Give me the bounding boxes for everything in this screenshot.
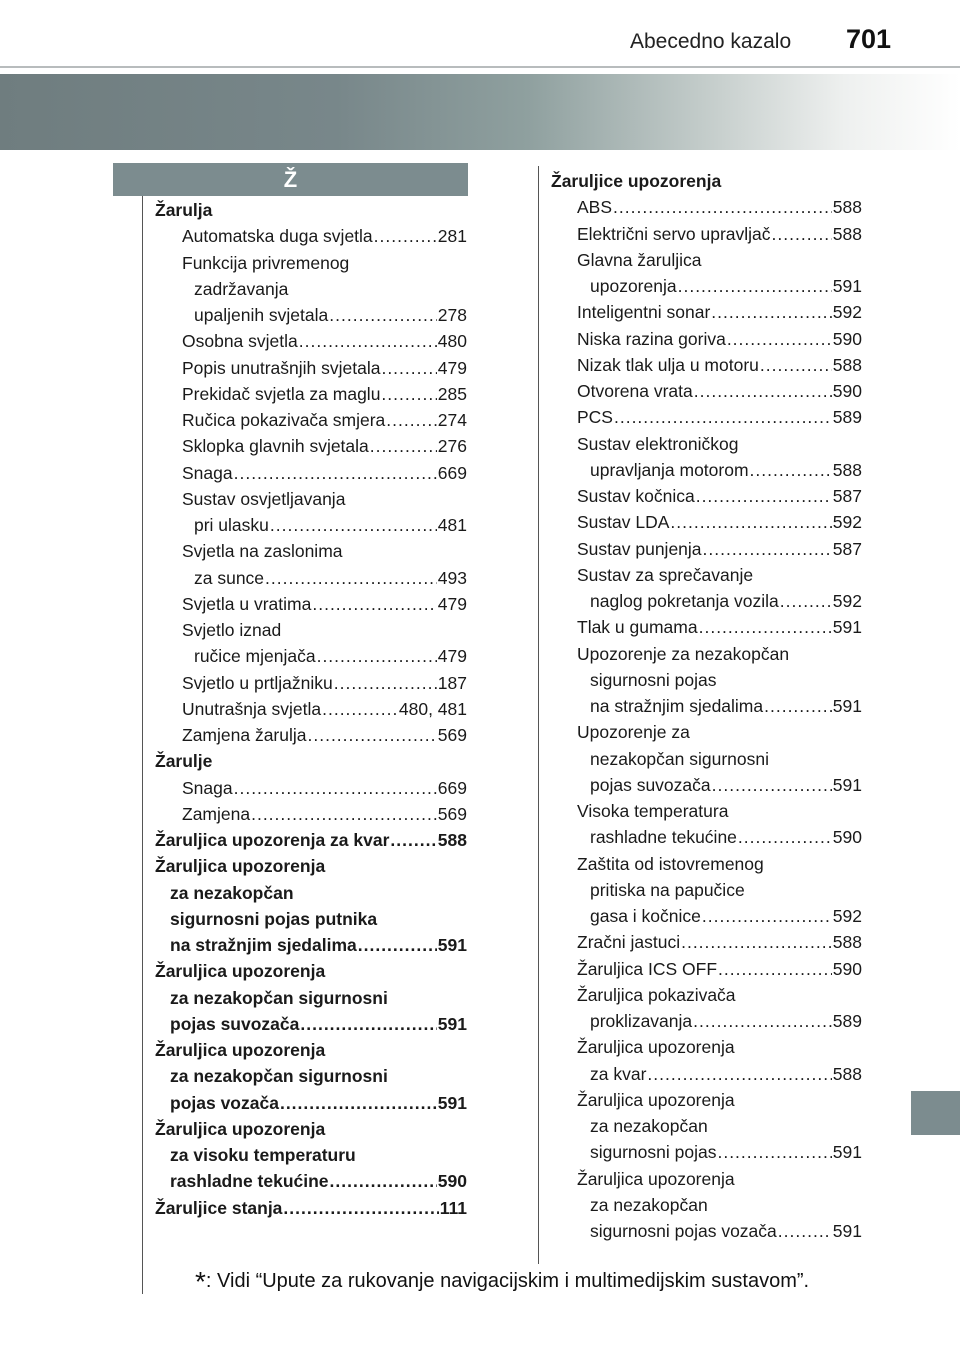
entry-text: Žaruljica upozorenja za kvar <box>155 830 390 850</box>
entry-page-number: 669 <box>437 462 467 483</box>
index-entry <box>170 988 388 1008</box>
leader-dots <box>283 1198 438 1218</box>
entry-text: rashladne tekućine <box>170 1171 329 1192</box>
leader-dots <box>699 617 832 637</box>
entry-page-number: 588 <box>832 354 862 375</box>
entry-text: Sustav LDA <box>577 512 670 533</box>
entry-text: Svjetla u vratima <box>182 593 312 614</box>
index-entry <box>590 1011 862 1031</box>
entry-text: Sustav za sprečavanje <box>577 564 754 585</box>
entry-text: Žaruljice upozorenja <box>551 171 722 191</box>
index-entry <box>182 804 467 824</box>
index-entry <box>155 200 212 220</box>
index-entry <box>182 358 467 378</box>
index-entry <box>577 985 736 1005</box>
entry-text: gasa i kočnice <box>590 906 701 926</box>
entry-page-number: 669 <box>437 777 467 798</box>
index-entry <box>577 355 862 375</box>
index-entry <box>155 1040 325 1060</box>
index-entry <box>182 673 467 693</box>
entry-text: Električni servo upravljač <box>577 223 771 244</box>
index-entry <box>577 539 862 559</box>
entry-page-number: 587 <box>832 486 862 506</box>
index-entry <box>182 384 467 404</box>
entry-text: Sustav kočnica <box>577 486 695 506</box>
leader-dots <box>703 539 832 559</box>
entry-text: pojas suvozača <box>170 1013 300 1034</box>
leader-dots <box>330 1171 437 1191</box>
entry-page-number: 591 <box>832 1221 862 1241</box>
leader-dots <box>308 725 437 745</box>
entry-text: Žaruljica upozorenja <box>155 1118 326 1139</box>
leader-dots <box>390 830 436 850</box>
entry-page-number: 587 <box>832 538 862 559</box>
entry-text: Žaruljica upozorenja <box>577 1168 735 1189</box>
entry-text: upozorenja <box>590 276 677 296</box>
entry-text: za visoku temperaturu <box>170 1145 356 1165</box>
leader-dots <box>381 384 436 404</box>
index-entry <box>577 224 862 244</box>
entry-page-number: 592 <box>832 591 862 611</box>
leader-dots <box>358 935 437 955</box>
index-entry <box>155 1119 325 1139</box>
entry-text: Svjetlo iznad <box>182 620 282 640</box>
leader-dots <box>234 778 437 798</box>
entry-text: rashladne tekućine <box>590 827 737 848</box>
entry-page-number: 590 <box>832 827 862 848</box>
entry-page-number: 278 <box>437 305 467 325</box>
entry-text: Žaruljica upozorenja <box>155 1040 326 1060</box>
index-entry <box>577 801 728 821</box>
entry-text: upaljenih svjetala <box>194 305 329 325</box>
entry-text: Žaruljica upozorenja <box>155 961 326 982</box>
index-entry <box>590 591 862 611</box>
entry-page-number: 591 <box>437 1092 467 1113</box>
entry-page-number: 588 <box>832 932 862 953</box>
entry-page-number: 569 <box>437 725 467 745</box>
entry-text: ABS <box>577 197 613 218</box>
index-entry <box>577 512 862 532</box>
entry-page-number: 588 <box>832 459 862 480</box>
entry-text: Otvorena vrata <box>577 381 693 401</box>
leader-dots <box>374 226 437 246</box>
index-entry <box>194 568 467 588</box>
entry-text: za nezakopčan <box>590 1116 708 1136</box>
index-entry <box>155 961 325 981</box>
index-entry <box>590 670 716 690</box>
index-entry <box>170 1145 356 1165</box>
entry-text: za nezakopčan sigurnosni <box>170 1066 388 1087</box>
index-entry <box>182 725 467 745</box>
index-entry <box>590 1064 862 1084</box>
entry-page-number: 590 <box>832 381 862 401</box>
entry-text: pojas suvozača <box>590 774 711 795</box>
index-entry <box>577 932 862 952</box>
entry-text: za nezakopčan <box>590 1194 708 1215</box>
left-column-rule <box>142 196 143 1294</box>
index-entry <box>170 1171 467 1191</box>
entry-text: Zamjena <box>182 803 251 824</box>
leader-dots <box>265 568 437 588</box>
entry-text: Žaruljica upozorenja <box>577 1037 735 1058</box>
entry-text: Zračni jastuci <box>577 932 681 953</box>
entry-page-number: 481 <box>437 515 467 535</box>
entry-text: Prekidač svjetla za maglu <box>182 383 381 404</box>
index-entry <box>182 620 281 640</box>
entry-page-number: 590 <box>832 328 862 349</box>
index-entry <box>590 775 862 795</box>
index-entry <box>577 1037 735 1057</box>
entry-text: Sustav punjenja <box>577 538 702 559</box>
entry-text: Svjetlo u prtljažniku <box>182 672 333 693</box>
entry-text: Žarulja <box>155 200 213 220</box>
leader-dots <box>702 906 832 926</box>
entry-text: sigurnosni pojas putnika <box>170 908 378 929</box>
index-entry <box>577 486 862 506</box>
index-entry <box>590 460 862 480</box>
index-entry <box>182 594 467 614</box>
index-entry <box>577 329 862 349</box>
entry-text: Žaruljica upozorenja <box>155 856 326 877</box>
entry-page-number: 591 <box>437 935 467 955</box>
leader-dots <box>718 959 832 979</box>
index-entry <box>577 959 862 979</box>
entry-page-number: 588 <box>832 223 862 244</box>
leader-dots <box>780 591 832 611</box>
index-entry <box>182 699 467 719</box>
index-entry <box>182 331 467 351</box>
index-entry <box>577 302 862 322</box>
index-entry <box>170 1066 388 1086</box>
section-letter-bar: Ž <box>113 163 468 196</box>
index-entry <box>194 305 467 325</box>
entry-text: Nizak tlak ulja u motoru <box>577 354 759 375</box>
index-entry <box>551 171 721 191</box>
index-entry <box>182 463 467 483</box>
entry-text: proklizavanja <box>590 1011 693 1031</box>
entry-text: Automatska duga svjetla <box>182 226 373 247</box>
page-number: 701 <box>846 24 892 54</box>
entry-text: za sunce <box>194 567 265 588</box>
leader-dots <box>738 827 832 847</box>
entry-text: sigurnosni pojas vozača <box>590 1221 777 1241</box>
entry-page-number: 479 <box>437 646 467 667</box>
leader-dots <box>386 410 437 430</box>
entry-page-number: 591 <box>437 1013 467 1034</box>
entry-text: upravljanja motorom <box>590 459 749 480</box>
index-entry <box>577 407 862 427</box>
index-entry <box>194 279 288 299</box>
leader-dots <box>381 358 436 378</box>
entry-page-number: 592 <box>832 302 862 323</box>
footnote-text: : Vidi “Upute za rukovanje navigacijskim i multimedijskim sustavom”. <box>205 1270 810 1292</box>
leader-dots <box>370 436 437 456</box>
leader-dots <box>280 1093 437 1113</box>
entry-text: sigurnosni pojas <box>590 669 717 690</box>
entry-text: Tlak u gumama <box>577 617 698 638</box>
leader-dots <box>613 197 832 217</box>
entry-page-number: 187 <box>437 672 467 693</box>
index-entry <box>170 1014 467 1034</box>
leader-dots <box>696 486 832 506</box>
leader-dots <box>614 407 832 427</box>
index-entry <box>590 827 862 847</box>
leader-dots <box>760 355 832 375</box>
entry-text: na stražnjim sjedalima <box>590 696 764 716</box>
index-entry <box>577 197 862 217</box>
index-entry <box>577 854 764 874</box>
entry-page-number: 281 <box>437 226 467 247</box>
entry-text: Funkcija privremenog <box>182 252 350 273</box>
entry-text: Snaga <box>182 777 233 798</box>
entry-page-number: 591 <box>832 276 862 296</box>
entry-text: Unutrašnja svjetla <box>182 698 322 719</box>
entry-text: za nezakopčan <box>170 882 294 903</box>
entry-text: pojas vozača <box>170 1092 279 1113</box>
leader-dots <box>670 512 831 532</box>
index-entry <box>155 856 325 876</box>
index-entry <box>577 381 862 401</box>
leader-dots <box>717 1142 831 1162</box>
entry-page-number: 493 <box>437 567 467 588</box>
entry-page-number: 588 <box>832 1063 862 1084</box>
entry-text: Glavna žaruljica <box>577 249 702 270</box>
entry-text: Niska razina goriva <box>577 328 726 349</box>
entry-text: Visoka temperatura <box>577 801 729 821</box>
entry-text: Sklopka glavnih svjetala <box>182 436 369 457</box>
entry-page-number: 591 <box>832 774 862 795</box>
index-entry <box>577 1090 735 1110</box>
index-entry <box>155 751 212 771</box>
entry-page-number: 592 <box>832 906 862 926</box>
entry-page-number: 274 <box>437 410 467 430</box>
entry-page-number: 591 <box>832 617 862 638</box>
leader-dots <box>322 699 398 719</box>
entry-text: Žarulje <box>155 751 213 772</box>
entry-text: Žaruljica upozorenja <box>577 1089 735 1110</box>
entry-page-number: 479 <box>437 593 467 614</box>
index-entry <box>590 1142 862 1162</box>
entry-page-number: 480 <box>437 331 467 352</box>
index-entry <box>194 646 467 666</box>
leader-dots <box>251 804 437 824</box>
entry-text: sigurnosni pojas <box>590 1142 717 1163</box>
index-entry <box>577 1169 735 1189</box>
entry-text: Upozorenje za <box>577 722 690 743</box>
footnote-marker: * <box>195 1266 206 1297</box>
chapter-side-tab <box>911 1091 960 1135</box>
leader-dots <box>778 1221 832 1241</box>
entry-text: pritiska na papučice <box>590 879 745 900</box>
index-entry <box>182 226 467 246</box>
entry-page-number: 590 <box>437 1171 467 1192</box>
index-entry <box>577 565 753 585</box>
entry-text: na stražnjim sjedalima <box>170 935 357 955</box>
index-entry <box>577 617 862 637</box>
leader-dots <box>772 224 832 244</box>
entry-text: ručice mjenjača <box>194 646 316 667</box>
leader-dots <box>270 515 437 535</box>
entry-text: Zamjena žarulja <box>182 725 307 745</box>
index-entry <box>170 883 294 903</box>
index-entry <box>170 1093 467 1113</box>
entry-text: Snaga <box>182 462 233 483</box>
leader-dots <box>312 594 436 614</box>
footnote <box>195 1262 810 1297</box>
entry-page-number: 589 <box>832 407 862 428</box>
entry-text: Upozorenje za nezakopčan <box>577 643 790 664</box>
index-entry <box>577 644 789 664</box>
entry-text: za nezakopčan sigurnosni <box>170 987 388 1008</box>
entry-text: Ručica pokazivača smjera <box>182 410 386 430</box>
index-entry <box>590 696 862 716</box>
leader-dots <box>317 646 437 666</box>
leader-dots <box>234 463 437 483</box>
entry-page-number: 591 <box>832 1142 862 1163</box>
entry-text: za kvar <box>590 1063 647 1084</box>
leader-dots <box>300 1014 436 1034</box>
entry-page-number: 480, 481 <box>398 698 467 719</box>
index-entry <box>577 250 702 270</box>
leader-dots <box>694 381 832 401</box>
index-entry <box>170 935 467 955</box>
index-entry <box>577 434 738 454</box>
entry-text: Osobna svjetla <box>182 331 298 352</box>
index-entry <box>182 436 467 456</box>
entry-text: PCS <box>577 407 613 428</box>
leader-dots <box>647 1064 831 1084</box>
leader-dots <box>750 460 832 480</box>
entry-text: zadržavanja <box>194 278 289 299</box>
entry-text: Žaruljica pokazivača <box>577 984 736 1005</box>
entry-page-number: 569 <box>437 803 467 824</box>
leader-dots <box>693 1011 832 1031</box>
header-rule <box>0 66 960 68</box>
entry-text: Inteligentni sonar <box>577 302 711 323</box>
entry-text: Svjetla na zaslonima <box>182 541 343 562</box>
index-entry <box>590 1195 708 1215</box>
index-entry <box>590 1221 862 1241</box>
index-entry <box>590 276 862 296</box>
entry-page-number: 591 <box>832 696 862 716</box>
entry-text: Žaruljica ICS OFF <box>577 958 718 979</box>
entry-text: pri ulasku <box>194 515 269 535</box>
entry-page-number: 589 <box>832 1011 862 1031</box>
index-entry <box>194 515 467 535</box>
leader-dots <box>681 932 832 952</box>
entry-page-number: 276 <box>437 436 467 457</box>
index-entry <box>182 541 343 561</box>
entry-text: Popis unutrašnjih svjetala <box>182 357 381 378</box>
entry-page-number: 111 <box>439 1197 467 1218</box>
entry-text: Žaruljice stanja <box>155 1197 283 1218</box>
index-entry <box>182 410 467 430</box>
entry-text: Sustav osvjetljavanja <box>182 488 346 509</box>
leader-dots <box>329 305 437 325</box>
index-entry <box>590 906 862 926</box>
header-banner <box>0 74 960 150</box>
index-entry <box>590 880 745 900</box>
index-entry <box>155 1198 467 1218</box>
leader-dots <box>711 302 832 322</box>
entry-page-number: 285 <box>437 383 467 404</box>
center-column-rule <box>538 166 539 1264</box>
leader-dots <box>678 276 832 296</box>
index-entry <box>182 253 349 273</box>
index-entry <box>182 778 467 798</box>
index-entry <box>170 909 377 929</box>
entry-page-number: 479 <box>437 357 467 378</box>
entry-text: Zaštita od istovremenog <box>577 853 764 874</box>
leader-dots <box>299 331 437 351</box>
entry-text: nezakopčan sigurnosni <box>590 748 770 769</box>
entry-text: Sustav elektroničkog <box>577 433 739 454</box>
index-entry <box>182 489 345 509</box>
entry-page-number: 588 <box>437 830 467 850</box>
index-entry <box>577 722 690 742</box>
leader-dots <box>727 329 832 349</box>
index-entry <box>155 830 467 850</box>
leader-dots <box>712 775 832 795</box>
entry-page-number: 588 <box>832 197 862 218</box>
leader-dots <box>334 673 437 693</box>
index-entry <box>590 1116 708 1136</box>
entry-text: naglog pokretanja vozila <box>590 591 779 611</box>
entry-page-number: 590 <box>832 958 862 979</box>
leader-dots <box>764 696 832 716</box>
entry-page-number: 592 <box>832 512 862 533</box>
header-title: Abecedno kazalo <box>630 30 792 53</box>
index-entry <box>590 749 769 769</box>
